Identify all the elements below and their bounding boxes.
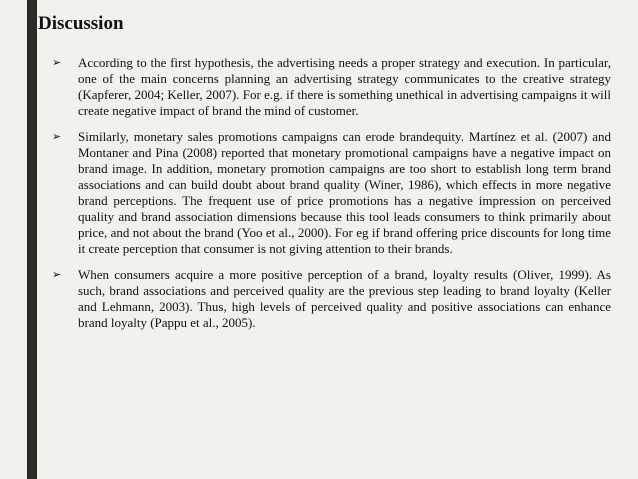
bullet-text-1: According to the first hypothesis, the advertising needs a proper strategy and execution. In particular, one of the main concerns planning an advertising strategy communicates to the creative strategy (Kapferer, 2004; Keller, 2007). For e.g. if there is something unethical in advertising campaigns it will create negative impact of brand the mind of customer.: [78, 55, 611, 118]
arrow-bullet-icon: ➢: [52, 268, 62, 281]
bullet-list: [52, 55, 611, 341]
slide-title: Discussion: [38, 13, 124, 34]
bullet-item-3: [52, 267, 611, 331]
left-accent-bar: [27, 0, 37, 479]
bullet-text-2: Similarly, monetary sales promotions campaigns can erode brandequity. Martínez et al. (2007) and Montaner and Pina (2008) reported that monetary promotional campaigns have a negative impact on brand image. In addition, monetary promotion campaigns are too short to establish long term brand associations and can build doubt about brand quality (Winer, 1986), which effects in more negative brand perceptions. The frequent use of price promotions has a negative impression on perceived quality and brand association dimensions because this tool leads consumers to think primarily about price, and not about the brand (Yoo et al., 2000). For eg if brand offering price discounts for long time it create perception that consumer is not giving attention to their brands.: [78, 129, 611, 256]
arrow-bullet-icon: ➢: [52, 56, 62, 69]
arrow-bullet-icon: ➢: [52, 130, 62, 143]
bullet-text-3: When consumers acquire a more positive perception of a brand, loyalty results (Oliver, 1999). As such, brand associations and perceived quality are the previous step leading to brand loyalty (Keller and Lehmann, 2003). Thus, high levels of perceived quality and positive associations can enhance brand loyalty (Pappu et al., 2005).: [78, 267, 611, 330]
bullet-item-1: [52, 55, 611, 119]
bullet-item-2: [52, 129, 611, 257]
